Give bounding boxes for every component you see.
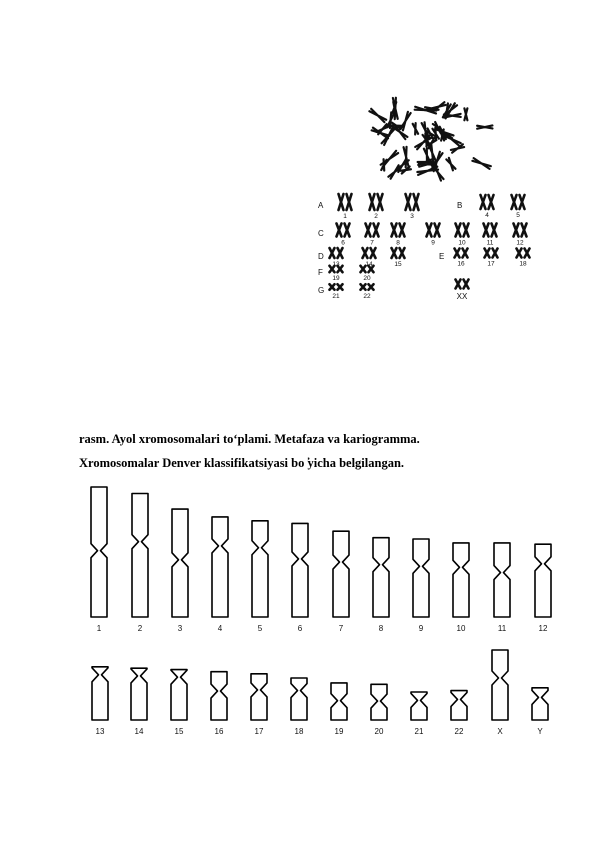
karyogram-number-label: 21 [332, 292, 340, 300]
karyogram-sex-label: XX [456, 292, 468, 301]
karyogram-group-letter: B [457, 201, 463, 210]
karyogram-number-label: 18 [519, 260, 527, 268]
idiogram-chromosome-label: 3 [177, 624, 183, 633]
idiogram-chromosome [211, 672, 227, 720]
idiogram-chromosome-label: 16 [214, 727, 224, 736]
idiogram-chromosome-label: 9 [418, 624, 424, 633]
idiogram-chromosome-label: 20 [374, 727, 384, 736]
idiogram-chromosome [92, 667, 108, 720]
idiogram-chromosome [171, 670, 187, 720]
karyogram-number-label: 6 [341, 239, 345, 247]
idiogram-chromosome-label: 7 [338, 624, 344, 633]
karyogram-group-letter: A [318, 201, 324, 210]
idiogram-chromosome-label: 8 [378, 624, 384, 633]
idiogram-chromosome [212, 517, 228, 617]
idiogram-chromosome [492, 650, 508, 720]
idiogram-row-1 [91, 487, 551, 633]
karyogram-number-label: 11 [486, 239, 494, 247]
idiogram-chromosome [371, 684, 387, 720]
idiogram-row-2 [92, 650, 548, 736]
idiogram-chromosome-label: 15 [174, 727, 184, 736]
idiogram-chromosome [451, 691, 467, 720]
karyogram-number-label: 12 [516, 239, 524, 247]
idiogram-chromosome [333, 531, 349, 617]
karyogram-number-label: 4 [485, 212, 489, 219]
idiogram-chromosome-label: 19 [334, 727, 344, 736]
idiogram-chromosome-label: 21 [414, 727, 424, 736]
figure-caption-line-2: Xromosomalar Denver klassifikatsiyasi bo ̕yicha belgilangan. [79, 456, 405, 470]
idiogram-chromosome-label: Y [537, 727, 543, 736]
karyogram-number-label: 1 [343, 213, 347, 220]
karyogram-number-label: 9 [431, 239, 435, 247]
idiogram-chromosome [331, 683, 347, 720]
karyogram-number-label: 15 [394, 261, 402, 268]
idiogram-chromosome-label: 4 [217, 624, 223, 633]
karyogram-number-label: 10 [458, 239, 466, 247]
karyogram-group-letter: F [318, 268, 323, 277]
idiogram-chromosome-label: 6 [297, 624, 303, 633]
idiogram-chromosome-label: 17 [254, 727, 264, 736]
idiogram-chromosome [291, 678, 307, 720]
idiogram-chromosome [252, 521, 268, 617]
karyogram-number-label: 16 [457, 260, 465, 268]
idiogram-chromosome [292, 523, 308, 617]
idiogram-chromosome [373, 538, 389, 617]
idiogram-chromosome-label: 13 [95, 727, 105, 736]
karyogram-number-label: 22 [363, 292, 371, 300]
idiogram-chromosome [172, 509, 188, 617]
idiogram-chromosome [251, 674, 267, 720]
karyogram-group-letter: C [318, 229, 324, 238]
idiogram-chromosome [453, 543, 469, 617]
idiogram-chromosome [413, 539, 429, 617]
karyogram-group-letter: D [318, 252, 324, 261]
karyogram-number-label: 5 [516, 212, 520, 219]
karyogram-number-label: 13 [332, 261, 340, 268]
idiogram-chromosome-label: 18 [294, 727, 304, 736]
idiogram-chromosome-label: 10 [456, 624, 466, 633]
karyogram-number-label: 3 [410, 213, 414, 220]
karyogram-group-letter: G [318, 286, 325, 295]
idiogram-chromosome [532, 688, 548, 720]
idiogram-chromosome [132, 494, 148, 618]
idiogram-chromosome [535, 544, 551, 617]
idiogram-chromosome [131, 668, 147, 720]
karyogram-group-letter: E [439, 252, 445, 261]
idiogram-chromosome [411, 692, 427, 720]
karyogram-number-label: 19 [332, 275, 340, 283]
idiogram-chromosome-label: X [497, 727, 503, 736]
idiogram-chromosome-label: 2 [137, 624, 143, 633]
idiogram-chromosome-label: 14 [134, 727, 144, 736]
karyogram-number-label: 7 [370, 239, 374, 247]
figure-caption-line-1: rasm. Ayol xromosomalari to‘plami. Metafaza va kariogramma. [79, 432, 420, 446]
idiogram-chromosome-label: 22 [454, 727, 464, 736]
karyogram-number-label: 17 [487, 260, 495, 268]
idiogram-chromosome [91, 487, 107, 617]
karyogram-number-label: 14 [365, 261, 373, 268]
karyogram-number-label: 8 [396, 239, 400, 247]
idiogram-chromosome-label: 5 [257, 624, 263, 633]
idiogram-chromosome-label: 12 [538, 624, 548, 633]
idiogram-chromosome-label: 11 [497, 624, 507, 633]
karyogram-number-label: 2 [374, 213, 378, 220]
karyogram-number-label: 20 [363, 275, 371, 283]
idiogram-chromosome-label: 1 [96, 624, 102, 633]
idiogram-chromosome [494, 543, 510, 617]
